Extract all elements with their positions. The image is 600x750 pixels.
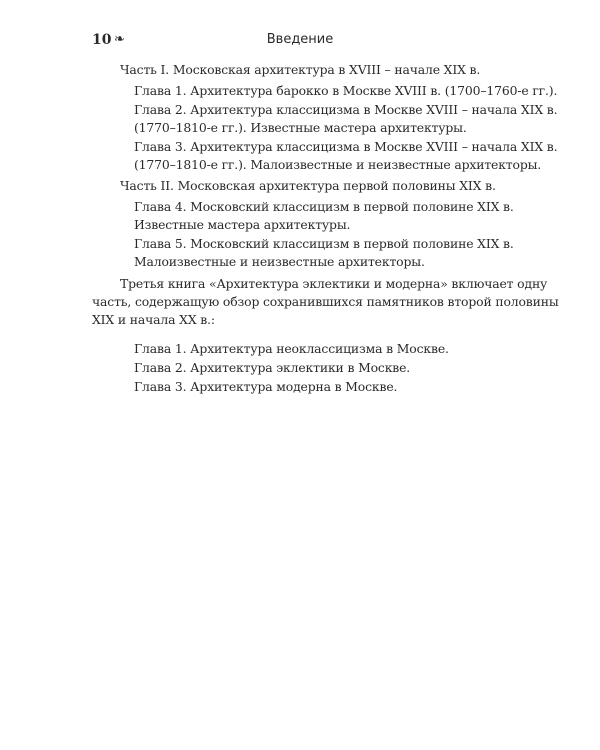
- part-title: Часть II. Московская архитектура первой половины XIX в.: [120, 178, 496, 193]
- chapter-item: Глава 4. Московский классицизм в первой половине XIX в.: [134, 199, 514, 214]
- chapter-item: Глава 1. Архитектура барокко в Москве XVIII в. (1700–1760-е гг.).: [134, 83, 558, 98]
- paragraph-line: XIX и начала XX в.:: [92, 312, 215, 327]
- part-title: Часть I. Московская архитектура в XVIII – начале XIX в.: [120, 62, 481, 77]
- chapter-item: Глава 1. Архитектура неоклассицизма в Москве.: [134, 341, 449, 356]
- chapter-item: Глава 3. Архитектура модерна в Москве.: [134, 379, 398, 394]
- chapter-item: Глава 2. Архитектура эклектики в Москве.: [134, 360, 411, 375]
- chapter-item: Глава 3. Архитектура классицизма в Москве XVIII – начала XIX в.: [134, 139, 558, 154]
- chapter-item-continued: Известные мастера архитектуры.: [134, 217, 351, 232]
- fleuron-ornament-icon: ❧: [114, 32, 125, 47]
- chapter-item-continued: (1770–1810-е гг.). Малоизвестные и неизвестные архитекторы.: [134, 157, 542, 172]
- paragraph-line: Третья книга «Архитектура эклектики и модерна» включает одну: [120, 276, 548, 291]
- chapter-item: Глава 5. Московский классицизм в первой половине XIX в.: [134, 236, 514, 251]
- page-number: 10: [92, 32, 112, 48]
- chapter-item-continued: (1770–1810-е гг.). Известные мастера архитектуры.: [134, 120, 467, 135]
- chapter-item-continued: Малоизвестные и неизвестные архитекторы.: [134, 254, 425, 269]
- paragraph-line: часть, содержащую обзор сохранившихся памятников второй половины: [92, 294, 559, 309]
- running-header: [92, 31, 508, 51]
- running-header-title: Введение: [266, 32, 334, 47]
- chapter-item: Глава 2. Архитектура классицизма в Москве XVIII – начала XIX в.: [134, 102, 558, 117]
